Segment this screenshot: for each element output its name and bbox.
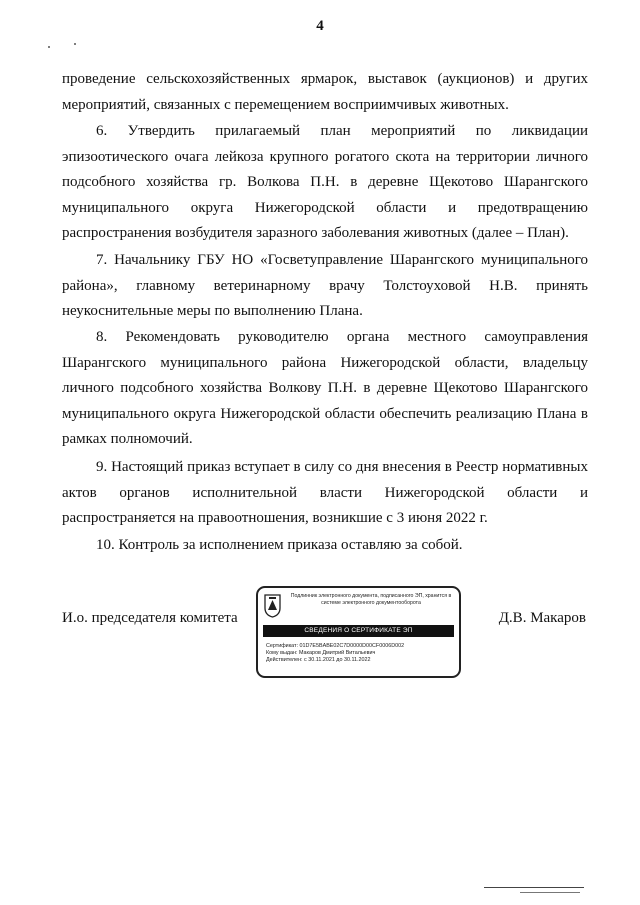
footer-divider xyxy=(484,887,584,888)
paragraph-10: 10. Контроль за исполнением приказа оставляю за собой. xyxy=(96,537,463,553)
scan-speck xyxy=(48,46,50,48)
stamp-details xyxy=(266,643,404,665)
paragraph-6: 6. Утвердить прилагаемый план мероприятий по ликвидации эпизоотического очага лейкоза крупного рогатого скота на территории личного подсобного хозяйства гр. Волкова П.Н. в деревне Щекотово Шарангского муниципального округа Нижегородской области и предотвращению распространения возбудителя заразного заболевания животных (далее – План). xyxy=(62,123,588,241)
signatory-name: Д.В. Макаров xyxy=(498,610,586,626)
signatory-position: И.о. председателя комитета xyxy=(62,610,238,626)
paragraph-8: 8. Рекомендовать руководителю органа местного самоуправления Шарангского муниципального района Нижегородской области, владельцу личного подсобного хозяйства Волкову П.Н. в деревне Щекотово Шарангского муниципального округа Нижегородской области обеспечить реализацию Плана в рамках полномочий. xyxy=(62,329,588,447)
scan-speck xyxy=(74,43,76,45)
stamp-title: СВЕДЕНИЯ О СЕРТИФИКАТЕ ЭП xyxy=(263,625,454,637)
paragraph-9: 9. Настоящий приказ вступает в силу со дня внесения в Реестр нормативных актов органов исполнительной власти Нижегородской области и распространяется на правоотношения, возникшие с 3 июня 2022 г. xyxy=(62,459,588,526)
page-number: 4 xyxy=(316,18,324,34)
coat-of-arms-icon xyxy=(264,594,281,618)
stamp-validity: Действителен: с 30.11.2021 до 30.11.2022 xyxy=(266,657,371,664)
electronic-signature-stamp xyxy=(256,586,461,678)
stamp-header: Подлинник электронного документа, подписанного ЭП, хранится в системе электронного документооборота xyxy=(290,593,452,606)
stamp-certificate: Сертификат: 01D7E5BABE02C7D0000D00CF0006D002 xyxy=(266,643,405,649)
paragraph-7: 7. Начальнику ГБУ НО «Госветуправление Шарангского муниципального района», главному ветеринарному врачу Толстоуховой Н.В. принять неукоснительные меры по выполнению Плана. xyxy=(62,252,588,319)
stamp-issued-to: Кому выдан: Макаров Дмитрий Витальевич xyxy=(266,650,376,657)
paragraph-continuation: проведение сельскохозяйственных ярмарок, выставок (аукционов) и других мероприятий, связанных с перемещением восприимчивых животных. xyxy=(62,71,588,113)
footer-divider xyxy=(520,892,580,893)
